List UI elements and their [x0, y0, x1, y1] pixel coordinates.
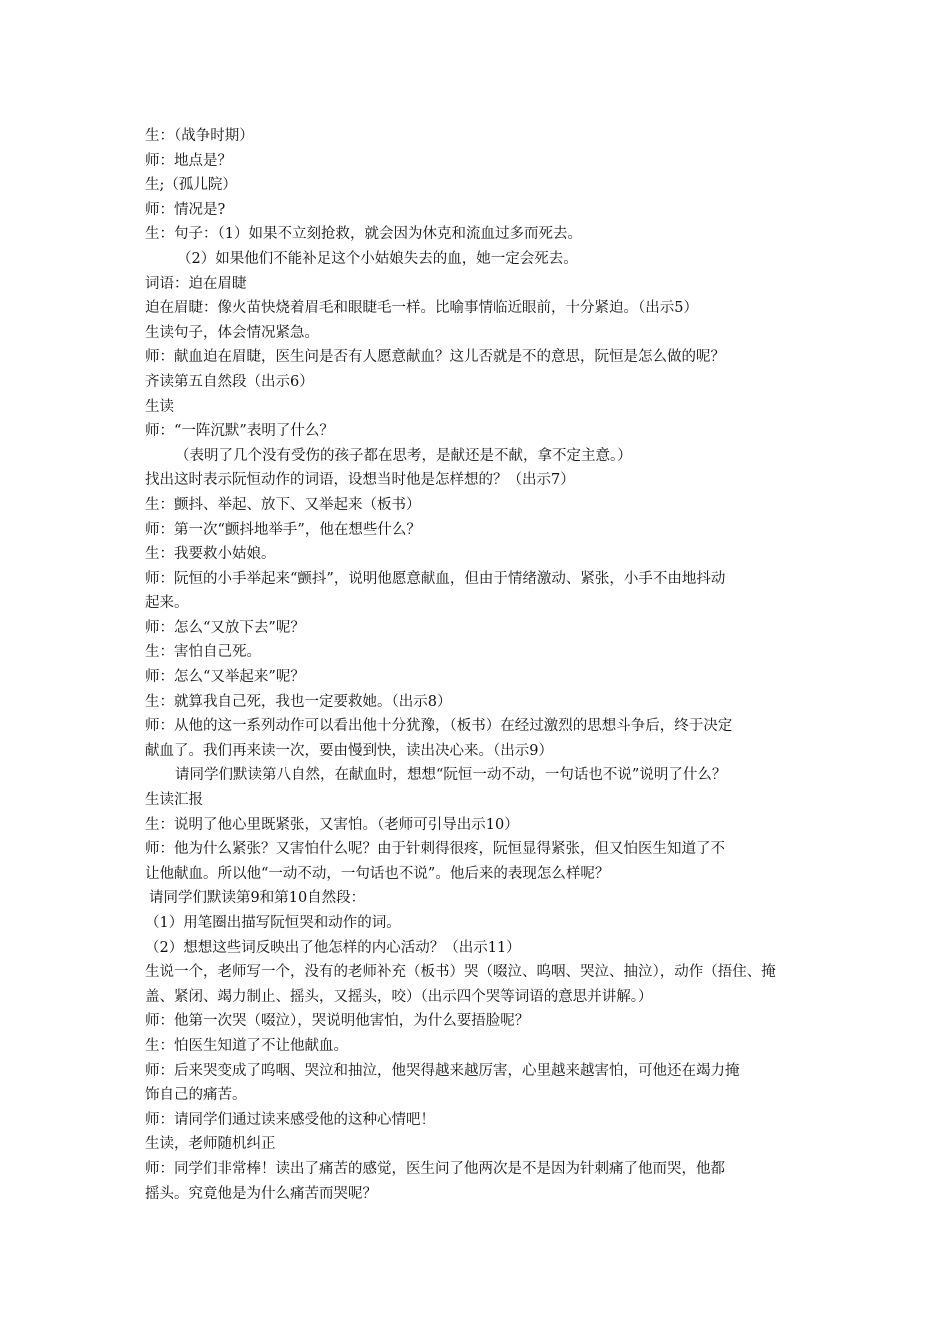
text-line: 师：从他的这一系列动作可以看出他十分犹豫，（板书）在经过激烈的思想斗争后，终于决定 — [145, 718, 733, 735]
text-line: 师：阮恒的小手举起来“颤抖”，说明他愿意献血，但由于情绪激动、紧张，小手不由地抖动 — [145, 570, 726, 587]
text-line: 盖、紧闭、竭力制止、摇头，又摇头，咬）（出示四个哭等词语的意思并讲解。） — [145, 988, 653, 1005]
text-line: （1）用笔圈出描写阮恒哭和动作的词。 — [145, 915, 401, 931]
text-line: 师：后来哭变成了呜咽、哭泣和抽泣，他哭得越来越厉害，心里越来越害怕，可他还在竭力掩 — [145, 1062, 740, 1079]
text-line: 师：同学们非常棒！读出了痛苦的感觉，医生问了他两次是不是因为针刺痛了他而哭，他都 — [145, 1160, 725, 1177]
text-line: 师：他为什么紧张？又害怕什么呢？由于针刺得很疼，阮恒显得紧张，但又怕医生知道了不 — [145, 841, 725, 858]
text-line: 起来。 — [145, 595, 189, 612]
text-line: 献血了。我们再来读一次，要由慢到快，读出决心来。（出示9） — [145, 742, 553, 759]
text-line: 词语：迫在眉睫 — [145, 275, 247, 292]
text-line: 师：怎么“又举起来”呢？ — [145, 669, 305, 686]
text-line: 师：怎么“又放下去”呢？ — [145, 619, 305, 636]
text-line: 生：怕医生知道了不让他献血。 — [145, 1037, 348, 1054]
text-line: 师：他第一次哭（啜泣），哭说明他害怕，为什么要捂脸呢？ — [145, 1013, 530, 1030]
text-line: 生：颤抖、举起、放下、又举起来（板书） — [145, 496, 421, 513]
text-line: 生读汇报 — [145, 792, 203, 809]
text-line: 师：请同学们通过读来感受他的这种心情吧！ — [145, 1111, 435, 1128]
text-line: 生：句子：（1）如果不立刻抢救，就会因为休克和流血过多而死去。 — [145, 226, 582, 243]
text-line: 生说一个，老师写一个，没有的老师补充（板书）哭（啜泣、呜咽、哭泣、抽泣），动作（捂住、掩 — [145, 964, 776, 981]
text-line: 摇头。究竟他是为什么痛苦而哭呢？ — [145, 1185, 377, 1202]
text-line: （2）如果他们不能补足这个小姑娘失去的血，她一定会死去。 — [177, 250, 578, 267]
text-line: 师：地点是？ — [145, 152, 232, 169]
text-line: 齐读第五自然段（出示6） — [145, 373, 314, 390]
text-line: 生读 — [145, 398, 174, 415]
text-line: 请同学们默读第9和第10自然段： — [149, 890, 366, 907]
text-line: 迫在眉睫：像火苗快烧着眉毛和眼睫毛一样。比喻事情临近眼前，十分紧迫。（出示5） — [145, 300, 698, 317]
text-line: （表明了几个没有受伤的孩子都在思考，是献还是不献，拿不定主意。） — [175, 447, 632, 464]
text-line: 生读句子，体会情况紧急。 — [145, 324, 319, 341]
text-line: 生：害怕自己死。 — [145, 644, 261, 661]
text-line: 生：我要救小姑娘。 — [145, 546, 276, 563]
text-line: 师：第一次“颤抖地举手”，他在想些什么？ — [145, 521, 421, 538]
text-line: 请同学们默读第八自然，在献血时，想想“阮恒一动不动，一句话也不说”说明了什么？ — [175, 767, 727, 784]
text-line: 让他献血。所以他“一动不动，一句话也不说”。他后来的表现怎么样呢？ — [145, 865, 610, 882]
text-line: 生：说明了他心里既紧张，又害怕。（老师可引导出示10） — [145, 816, 519, 833]
text-line: 师：情况是? — [145, 201, 226, 218]
text-line: 生读，老师随机纠正 — [145, 1136, 276, 1153]
text-line: 找出这时表示阮恒动作的词语，设想当时他是怎样想的？（出示7） — [145, 472, 575, 489]
text-line: 师：“一阵沉默”表明了什么？ — [145, 423, 334, 440]
document-body — [145, 124, 825, 1206]
text-line: 生：就算我自己死，我也一定要救她。（出示8） — [145, 693, 452, 710]
text-line: 饰自己的痛苦。 — [145, 1087, 247, 1104]
text-line: 生：（战争时期） — [145, 128, 254, 144]
text-line: 师：献血迫在眉睫，医生问是否有人愿意献血？这儿否就是不的意思，阮恒是怎么做的呢？ — [145, 349, 725, 366]
text-line: 生;（孤儿院） — [145, 177, 237, 194]
text-line: （2）想想这些词反映出了他怎样的内心活动？（出示11） — [145, 939, 521, 956]
